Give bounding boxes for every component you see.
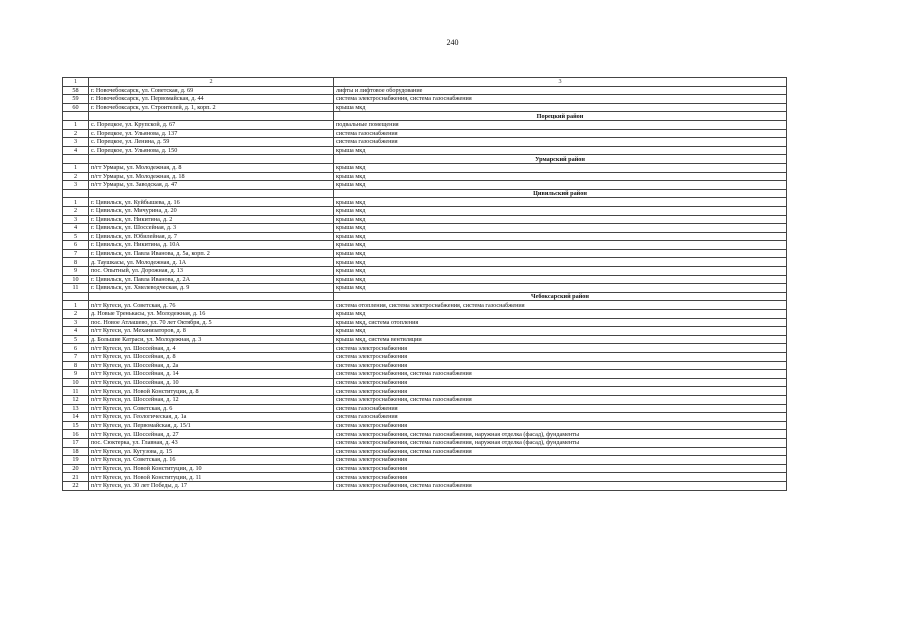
works-cell: крыша мкд (334, 258, 787, 267)
row-number: 8 (63, 258, 89, 267)
address-cell: г. Цивильск, ул. Никитина, д. 2 (89, 215, 334, 224)
address-cell: г. Цивильск, ул. Шоссейная, д. 3 (89, 224, 334, 233)
header-cell: 2 (89, 78, 334, 87)
table-row (63, 198, 787, 207)
row-number: 4 (63, 224, 89, 233)
row-number: 22 (63, 481, 89, 490)
table-row (63, 241, 787, 250)
row-number: 4 (63, 146, 89, 155)
address-cell: г. Цивильск, ул. Мичурина, д. 20 (89, 206, 334, 215)
address-cell: п/гт Кугеси, ул. Геологическая, д. 1а (89, 413, 334, 422)
table-row (63, 232, 787, 241)
address-cell: с. Порецкое, ул. Ленина, д. 59 (89, 138, 334, 147)
address-cell: с. Порецкое, ул. Ульянова, д. 150 (89, 146, 334, 155)
address-cell: с. Порецкое, ул. Ульянова, д. 137 (89, 129, 334, 138)
address-cell: п/гт Урмары, ул. Молодежная, д. 8 (89, 163, 334, 172)
works-cell: крыша мкд (334, 327, 787, 336)
address-cell: д. Новые Тренькасы, ул. Молодежная, д. 16 (89, 310, 334, 319)
address-cell: п/гт Кугеси, ул. Кугузова, д. 15 (89, 447, 334, 456)
row-number: 11 (63, 284, 89, 293)
address-cell: п/гт Кугеси, ул. 30 лет Победы, д. 17 (89, 481, 334, 490)
works-cell: крыша мкд (334, 103, 787, 112)
works-cell: система электроснабжения (334, 344, 787, 353)
empty-cell (89, 155, 334, 164)
works-cell: крыша мкд (334, 284, 787, 293)
empty-cell (63, 292, 89, 301)
table-body (63, 78, 787, 491)
table-row (63, 267, 787, 276)
table-row (63, 404, 787, 413)
address-cell: д. Большие Катраси, ул. Молодежная, д. 3 (89, 335, 334, 344)
table-row (63, 361, 787, 370)
row-number: 3 (63, 138, 89, 147)
works-cell: система электроснабжения (334, 378, 787, 387)
address-cell: п/гт Кугеси, ул. Советская, д. 16 (89, 456, 334, 465)
district-row (63, 112, 787, 121)
works-table (62, 77, 787, 491)
works-cell: крыша мкд (334, 172, 787, 181)
header-cell: 3 (334, 78, 787, 87)
address-cell: п/гт Кугеси, ул. Новой Конституции, д. 10 (89, 464, 334, 473)
header-cell: 1 (63, 78, 89, 87)
works-cell: крыша мкд (334, 181, 787, 190)
address-cell: пос. Сюктерка, ул. Главная, д. 43 (89, 438, 334, 447)
table-row (63, 120, 787, 129)
district-heading: Урмарский район (334, 155, 787, 164)
row-number: 17 (63, 438, 89, 447)
row-number: 1 (63, 198, 89, 207)
row-number: 1 (63, 301, 89, 310)
address-cell: п/гт Кугеси, ул. Шоссейная, д. 8 (89, 353, 334, 362)
table-row (63, 327, 787, 336)
table-row (63, 138, 787, 147)
row-number: 16 (63, 430, 89, 439)
address-cell: пос. Новое Атлашево, ул. 70 лет Октября, д. 5 (89, 318, 334, 327)
works-cell: система газоснабжения (334, 129, 787, 138)
works-cell: система электроснабжения, система газоснабжения (334, 481, 787, 490)
works-cell: система электроснабжения (334, 353, 787, 362)
address-cell: п/гт Кугеси, ул. Шоссейная, д. 4 (89, 344, 334, 353)
empty-cell (89, 112, 334, 121)
table-row (63, 353, 787, 362)
works-cell: система электроснабжения, система газоснабжения, наружная отделка (фасад), фундаменты (334, 430, 787, 439)
address-cell: п/гт Кугеси, ул. Советская, д. 76 (89, 301, 334, 310)
table-row (63, 129, 787, 138)
table-row (63, 172, 787, 181)
works-cell: крыша мкд (334, 232, 787, 241)
empty-cell (63, 112, 89, 121)
address-cell: п/гт Кугеси, ул. Шоссейная, д. 27 (89, 430, 334, 439)
address-cell: п/гт Кугеси, ул. Шоссейная, д. 2а (89, 361, 334, 370)
table-row (63, 421, 787, 430)
works-cell: крыша мкд (334, 275, 787, 284)
address-cell: г. Цивильск, ул. Никитина, д. 10А (89, 241, 334, 250)
row-number: 11 (63, 387, 89, 396)
table-row (63, 395, 787, 404)
row-number: 18 (63, 447, 89, 456)
works-cell: лифты и лифтовое оборудование (334, 86, 787, 95)
table-row (63, 447, 787, 456)
table-row (63, 378, 787, 387)
works-cell: крыша мкд (334, 163, 787, 172)
table-row (63, 301, 787, 310)
row-number: 59 (63, 95, 89, 104)
district-row (63, 292, 787, 301)
works-cell: крыша мкд (334, 241, 787, 250)
row-number: 2 (63, 206, 89, 215)
table-row (63, 438, 787, 447)
works-cell: система электроснабжения, система газоснабжения (334, 447, 787, 456)
table-row (63, 335, 787, 344)
address-cell: д. Таушкасы, ул. Молодежная, д. 1А (89, 258, 334, 267)
row-number: 10 (63, 275, 89, 284)
table-row (63, 86, 787, 95)
works-cell: крыша мкд, система отопления (334, 318, 787, 327)
address-cell: г. Новочебоксарск, ул. Советская, д. 69 (89, 86, 334, 95)
row-number: 5 (63, 335, 89, 344)
table-row (63, 318, 787, 327)
district-heading: Чебоксарский район (334, 292, 787, 301)
works-cell: крыша мкд (334, 249, 787, 258)
address-cell: г. Цивильск, ул. Павла Иванова, д. 2А (89, 275, 334, 284)
table-row (63, 215, 787, 224)
table-row (63, 430, 787, 439)
row-number: 4 (63, 327, 89, 336)
works-cell: система газоснабжения (334, 138, 787, 147)
table-row (63, 206, 787, 215)
district-heading: Цивильский район (334, 189, 787, 198)
works-cell: система электроснабжения, система газоснабжения (334, 395, 787, 404)
row-number: 2 (63, 129, 89, 138)
table-row (63, 456, 787, 465)
address-cell: п/гт Кугеси, ул. Первомайская, д. 15/1 (89, 421, 334, 430)
works-cell: крыша мкд (334, 267, 787, 276)
row-number: 3 (63, 181, 89, 190)
row-number: 1 (63, 163, 89, 172)
address-cell: с. Порецкое, ул. Крупской, д. 67 (89, 120, 334, 129)
works-cell: крыша мкд (334, 310, 787, 319)
row-number: 10 (63, 378, 89, 387)
address-cell: г. Цивильск, ул. Юбилейная, д. 7 (89, 232, 334, 241)
row-number: 21 (63, 473, 89, 482)
row-number: 5 (63, 232, 89, 241)
table-row (63, 473, 787, 482)
address-cell: п/гт Урмары, ул. Заводская, д. 47 (89, 181, 334, 190)
row-number: 60 (63, 103, 89, 112)
address-cell: п/гт Кугеси, ул. Механизаторов, д. 8 (89, 327, 334, 336)
row-number: 2 (63, 310, 89, 319)
address-cell: г. Цивильск, ул. Хмелеводческая, д. 9 (89, 284, 334, 293)
address-cell: г. Новочебоксарск, ул. Первомайская, д. 44 (89, 95, 334, 104)
works-cell: крыша мкд (334, 146, 787, 155)
empty-cell (63, 155, 89, 164)
works-cell: система электроснабжения, система газоснабжения (334, 95, 787, 104)
works-cell: система электроснабжения (334, 464, 787, 473)
district-heading: Порецкий район (334, 112, 787, 121)
address-cell: п/гт Кугеси, ул. Шоссейная, д. 14 (89, 370, 334, 379)
row-number: 15 (63, 421, 89, 430)
address-cell: п/гт Кугеси, ул. Новой Конституции, д. 8 (89, 387, 334, 396)
row-number: 3 (63, 318, 89, 327)
table-row (63, 464, 787, 473)
row-number: 3 (63, 215, 89, 224)
table-row (63, 95, 787, 104)
works-cell: крыша мкд (334, 224, 787, 233)
row-number: 20 (63, 464, 89, 473)
address-cell: п/гт Кугеси, ул. Шоссейная, д. 10 (89, 378, 334, 387)
address-cell: п/гт Кугеси, ул. Советская, д. 6 (89, 404, 334, 413)
table-row (63, 275, 787, 284)
empty-cell (89, 292, 334, 301)
works-cell: система отопления, система электроснабжения, система газоснабжения (334, 301, 787, 310)
table-row (63, 103, 787, 112)
page-number: 240 (446, 38, 459, 47)
works-cell: крыша мкд (334, 215, 787, 224)
table-row (63, 163, 787, 172)
row-number: 13 (63, 404, 89, 413)
table-row (63, 370, 787, 379)
district-row (63, 155, 787, 164)
row-number: 12 (63, 395, 89, 404)
row-number: 8 (63, 361, 89, 370)
row-number: 9 (63, 267, 89, 276)
row-number: 6 (63, 344, 89, 353)
works-cell: крыша мкд (334, 206, 787, 215)
works-cell: крыша мкд, система вентиляции (334, 335, 787, 344)
table-row (63, 481, 787, 490)
row-number: 9 (63, 370, 89, 379)
table-row (63, 413, 787, 422)
row-number: 14 (63, 413, 89, 422)
row-number: 58 (63, 86, 89, 95)
works-cell: крыша мкд (334, 198, 787, 207)
address-cell: г. Цивильск, ул. Куйбышева, д. 16 (89, 198, 334, 207)
works-cell: система газоснабжения (334, 413, 787, 422)
table-row (63, 344, 787, 353)
address-cell: г. Цивильск, ул. Павла Иванова, д. 5а, корп. 2 (89, 249, 334, 258)
works-cell: система электроснабжения (334, 387, 787, 396)
works-cell: подвальные помещения (334, 120, 787, 129)
district-row (63, 189, 787, 198)
table-row (63, 146, 787, 155)
address-cell: п/гт Кугеси, ул. Шоссейная, д. 12 (89, 395, 334, 404)
header-row (63, 78, 787, 87)
works-cell: система электроснабжения, система газоснабжения (334, 370, 787, 379)
empty-cell (89, 189, 334, 198)
works-cell: система электроснабжения, система газоснабжения, наружная отделка (фасад), фундаменты (334, 438, 787, 447)
works-cell: система электроснабжения (334, 361, 787, 370)
row-number: 2 (63, 172, 89, 181)
address-cell: п/гт Урмары, ул. Молодежная, д. 18 (89, 172, 334, 181)
address-cell: п/гт Кугеси, ул. Новой Конституции, д. 11 (89, 473, 334, 482)
address-cell: пос. Опытный, ул. Дорожная, д. 13 (89, 267, 334, 276)
works-cell: система электроснабжения (334, 421, 787, 430)
row-number: 7 (63, 353, 89, 362)
works-cell: система электроснабжения (334, 456, 787, 465)
row-number: 19 (63, 456, 89, 465)
table-row (63, 224, 787, 233)
row-number: 6 (63, 241, 89, 250)
works-cell: система газоснабжения (334, 404, 787, 413)
table-row (63, 387, 787, 396)
works-cell: система электроснабжения (334, 473, 787, 482)
table-row (63, 310, 787, 319)
table-row (63, 181, 787, 190)
empty-cell (63, 189, 89, 198)
table-row (63, 249, 787, 258)
row-number: 1 (63, 120, 89, 129)
row-number: 7 (63, 249, 89, 258)
table-row (63, 258, 787, 267)
table-row (63, 284, 787, 293)
address-cell: г. Новочебоксарск, ул. Строителей, д. 1, корп. 2 (89, 103, 334, 112)
